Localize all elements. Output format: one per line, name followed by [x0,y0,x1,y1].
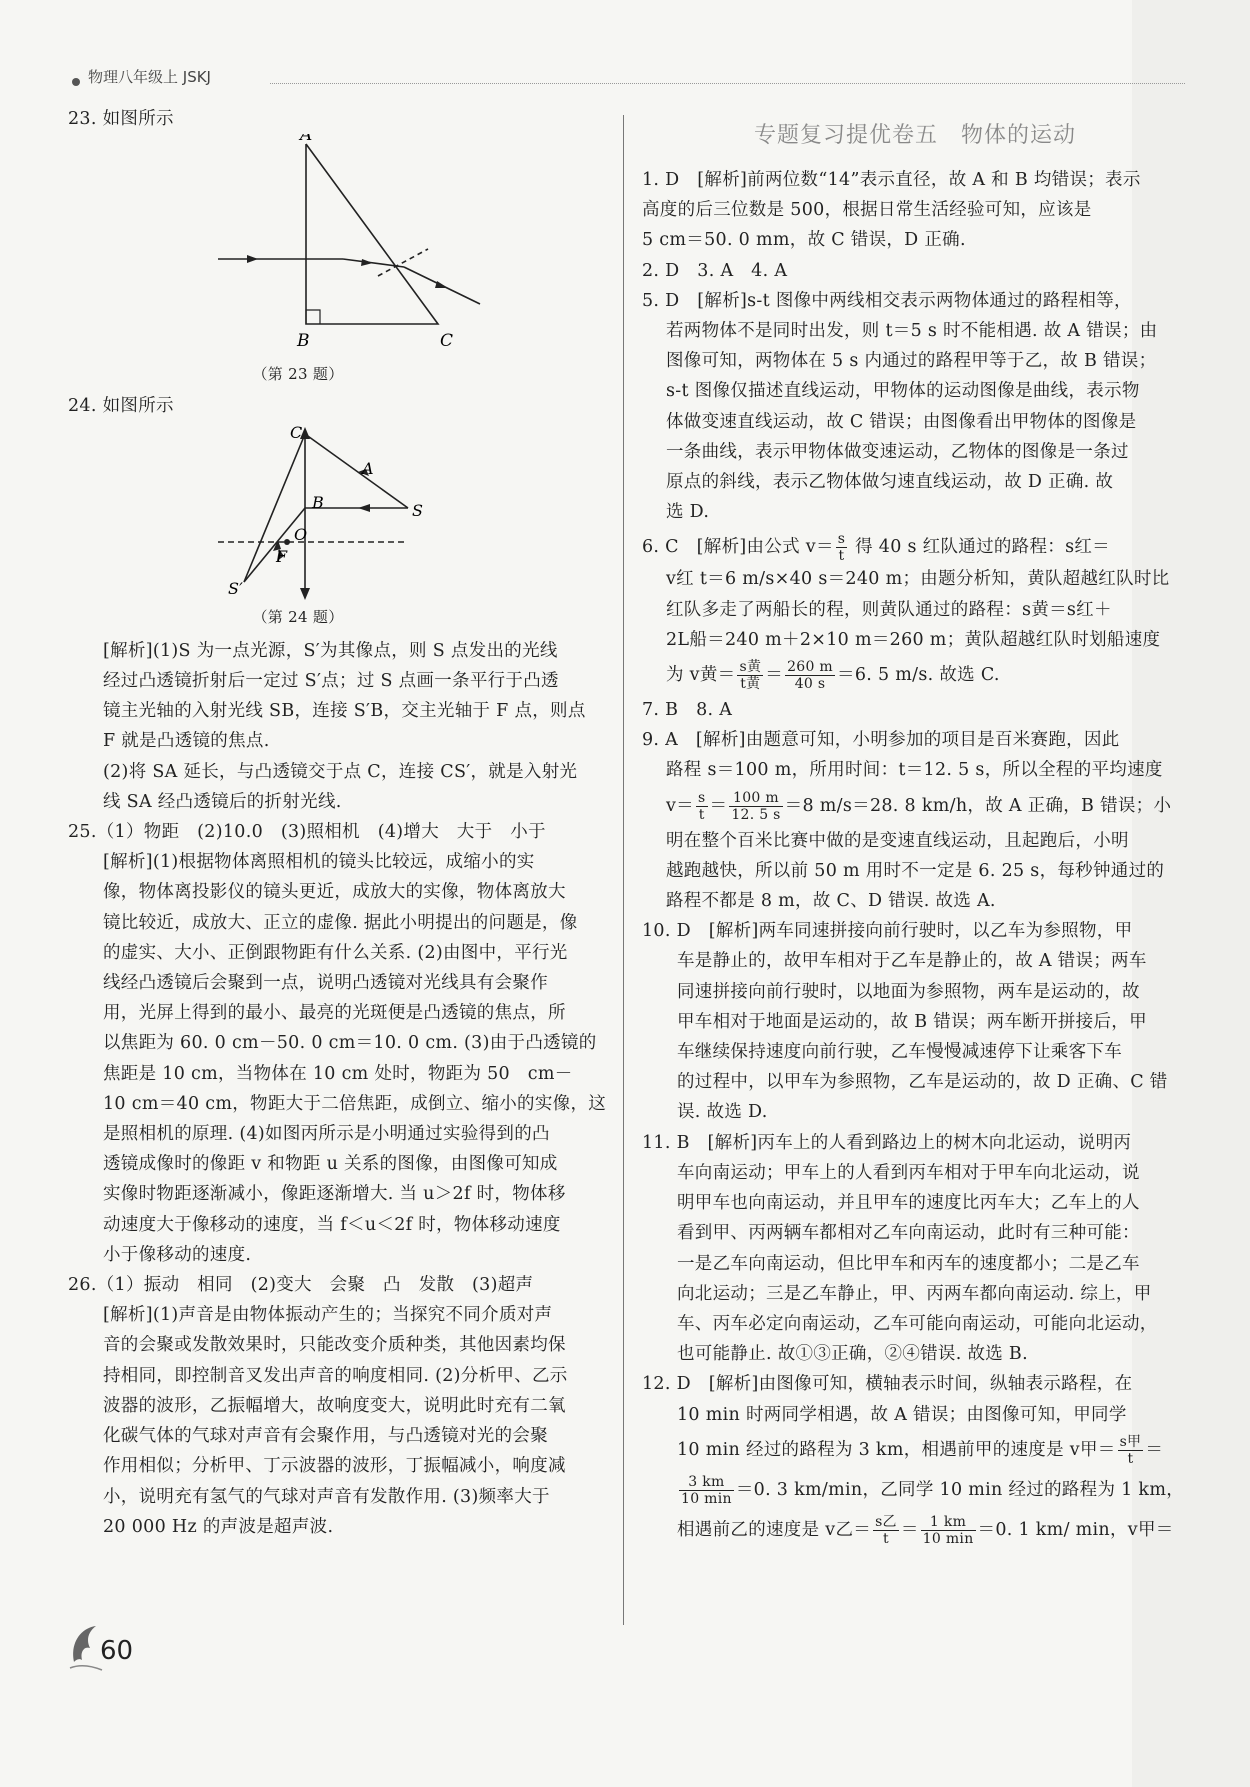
text-line: 看到甲、丙两辆车都相对乙车向南运动，此时有三种可能： [677,1223,1140,1244]
text-line: 小，说明充有氢气的气球对声音有发散作用. (3)频率大于 [103,1486,550,1507]
text-line: 路程不都是 8 m，故 C、D 错误. 故选 A. [666,891,996,912]
text-line: 高度的后三位数是 500，根据日常生活经验可知，应该是 [642,200,1092,221]
text-span: ＝ [900,1519,919,1540]
text-line: [解析](1)S 为一点光源，S′为其像点，则 S 点发出的光线 [103,640,558,661]
q1 [642,165,1187,256]
numerator: s甲 [1119,1433,1142,1450]
text-line: 以焦距为 60. 0 cm－50. 0 cm＝10. 0 cm. (3)由于凸透镜的 [103,1033,597,1054]
fig24-label-O: O [294,524,308,544]
text-line: 10 min 时两同学相遇，故 A 错误；由图像可知，甲同学 [677,1404,1127,1425]
fraction [836,531,848,564]
q25-analysis [68,847,608,1270]
text-span: 得 40 s 红队通过的路程：s红＝ [849,537,1110,558]
q23-label: 23. 如图所示 [68,109,174,129]
q10 [642,916,1187,1127]
fig24-label-F: F [276,546,288,566]
figure-23-diagram [68,134,608,359]
q24-label: 24. 如图所示 [68,396,174,417]
text-span: ＝0. 3 km/min，乙同学 10 min 经过的路程为 1 km， [735,1479,1185,1500]
text-line: 持相同，即控制音叉发出声音的响度相同. (2)分析甲、乙示 [103,1365,568,1386]
text-line: 小于像移动的速度. [103,1244,252,1265]
text-line: 甲车相对于地面是运动的，故 B 错误；两车断开拼接后，甲 [677,1011,1147,1032]
q12-line5 [677,1510,1187,1550]
text-line: 12. D [解析]由图像可知，横轴表示时间，纵轴表示路程，在 [642,1374,1133,1395]
text-line: 实像时物距逐渐减小，像距逐渐增大. 当 u＞2f 时，物体移 [103,1184,566,1205]
text-line: 明甲车也向南运动，并且甲车的速度比丙车大；乙车上的人 [677,1193,1140,1214]
text-span: 为 v黄＝ [666,665,736,686]
text-line: 的虚实、大小、正倒跟物距有什么关系. (2)由图中，平行光 [103,942,568,963]
text-line: 5 cm＝50. 0 mm，故 C 错误，D 正确. [642,230,966,251]
text-line: [解析](1)声音是由物体振动产生的；当探究不同介质对声 [103,1305,553,1326]
text-line: v红 t＝6 m/s×40 s＝240 m；由题分析知，黄队超越红队时比 [666,569,1170,590]
text-line: 车向南运动；甲车上的人看到丙车相对于甲车向北运动，说 [677,1162,1140,1183]
text-line: 若两物体不是同时出发，则 t＝5 s 时不能相遇. 故 A 错误；由 [666,321,1158,342]
numerator: 1 km [921,1514,976,1531]
text-line: 镜比较近，成放大、正立的虚像. 据此小明提出的问题是，像 [103,912,578,933]
q9 [642,725,1187,916]
numerator: s黄 [739,659,762,676]
denominator: t [882,1530,889,1547]
denominator: t黄 [740,676,761,693]
text-line: 选 D. [666,502,710,523]
fig24-label-S: S [412,500,424,520]
denominator: t [698,806,705,823]
text-line: 明在整个百米比赛中做的是变速直线运动，且起跑后，小明 [666,830,1129,851]
left-column [68,104,608,1542]
figure-23-caption: （第 23 题） [252,365,344,384]
numerator: s乙 [875,1513,897,1530]
text-line: 10. D [解析]两车同速拼接向前行驶时，以乙车为参照物，甲 [642,921,1133,942]
text-line: 经过凸透镜折射后一定过 S′点；过 S 点画一条平行于凸透 [103,671,559,692]
text-line: 作用相似；分析甲、丁示波器的波形，丁振幅减小，响度减 [103,1456,566,1477]
q7-8: 7. B 8. A [642,700,733,721]
header-rule [270,83,1185,84]
fraction [679,1474,734,1507]
figure-24-caption: （第 24 题） [252,607,344,626]
fraction [729,790,782,823]
text-span: 10 min 经过的路程为 3 km，相遇前甲的速度是 v甲＝ [677,1439,1116,1460]
fig24-label-B: B [312,492,325,512]
text-span: ＝0. 1 km/ min，v甲＝ [977,1519,1174,1540]
text-line: 9. A [解析]由题意可知，小明参加的项目是百米赛跑，因此 [642,730,1120,751]
fig24-label-S-prime: S′ [228,578,244,598]
text-line: 线 SA 经凸透镜后的折射光线. [103,791,342,812]
text-line: 化碳气体的气球对声音有会聚作用，与凸透镜对光的会聚 [103,1426,548,1447]
q26-answer: 26.（1）振动 相同 (2)变大 会聚 凸 发散 (3)超声 [68,1275,534,1296]
fraction [1118,1434,1144,1467]
q12-line4 [677,1470,1187,1510]
text-line: 一条曲线，表示甲物体做变速运动，乙物体的图像是一条过 [666,441,1129,462]
q25-answer: 25.（1）物距 (2)10.0 (3)照相机 (4)增大 大于 小于 [68,822,546,843]
text-line: 5. D [解析]s-t 图像中两线相交表示两物体通过的路程相等， [642,290,1132,311]
text-line: 图像可知，两物体在 5 s 内通过的路程甲等于乙，故 B 错误； [666,351,1157,372]
text-line: 路程 s＝100 m，所用时间：t＝12. 5 s，所以全程的平均速度 [666,760,1163,781]
text-line: 音的会聚或发散效果时，只能改变介质种类，其他因素均保 [103,1335,566,1356]
text-span: ＝8 m/s＝28. 8 km/h，故 A 正确，B 错误；小 [784,795,1172,816]
text-line: 的过程中，以甲车为参照物，乙车是运动的，故 D 正确、C 错 [677,1072,1168,1093]
text-line: 同速拼接向前行驶时，以地面为参照物，两车是运动的，故 [677,981,1140,1002]
fig24-label-A: A [362,458,374,478]
fig24-label-C: C [290,422,303,442]
numerator: 3 km [679,1474,734,1491]
figure-23 [68,134,608,359]
text-line: 1. D [解析]前两位数“14”表示直径，故 A 和 B 均错误；表示 [642,170,1141,190]
denominator: 10 min [681,1490,732,1507]
q9-line3: v＝ $\frac{s}{t}$ ＝ $\frac{100 m}{12. 5 s}$ ＝8 m/s＝28. 8 km/h，故 A 正确，B 错误；小 [666,789,1172,823]
text-span: v＝ [666,795,694,816]
text-line: 用，光屏上得到的最小、最亮的光斑便是凸透镜的焦点，所 [103,1003,566,1024]
text-line: [解析](1)根据物体离照相机的镜头比较远，成缩小的实 [103,852,535,873]
fraction [737,659,763,692]
fraction [785,659,835,692]
text-line: 越跑越快，所以前 50 m 用时不一定是 6. 25 s，每秒钟通过的 [666,860,1165,881]
running-header: 物理八年级上 JSKJ [88,68,211,86]
q11 [642,1128,1187,1370]
numerator: 100 m [729,790,782,807]
text-line: s-t 图像仅描述直线运动，甲物体的运动图像是曲线，表示物 [666,381,1140,402]
fig23-label-A: A [300,134,313,146]
section-title: 专题复习提优卷五 物体的运动 [754,123,1077,148]
text-span: ＝6. 5 m/s. 故选 C. [837,665,1000,686]
text-line: 像，物体离投影仪的镜头更近，成放大的实像，物体离放大 [103,882,566,903]
text-line: 是照相机的原理. (4)如图丙所示是小明通过实验得到的凸 [103,1124,550,1145]
text-line: 误. 故选 D. [677,1102,768,1123]
fraction [921,1514,976,1547]
text-line: 一是乙车向南运动，但比甲车和丙车的速度都小；二是乙车 [677,1253,1140,1274]
q6-line1 [642,531,1187,564]
denominator: 40 s [794,676,826,693]
text-line: 车、丙车必定向南运动，乙车可能向南运动，可能向北运动， [677,1313,1158,1334]
text-line: 车是静止的，故甲车相对于乙车是静止的，故 A 错误；两车 [677,951,1147,972]
text-span: 6. C [解析]由公式 v＝ [642,537,834,558]
text-span: ＝ [1145,1439,1164,1460]
text-line: 透镜成像时的像距 v 和物距 u 关系的图像，由图像可知成 [103,1154,558,1175]
text-line: 波器的波形，乙振幅增大，故响度变大，说明此时充有二氧 [103,1395,566,1416]
text-line: 体做变速直线运动，故 C 错误；由图像看出甲物体的图像是 [666,411,1137,432]
header-bullet [72,78,80,86]
q12-line3 [677,1430,1187,1470]
text-span: 相遇前乙的速度是 v乙＝ [677,1519,872,1540]
text-line: 向北运动；三是乙车静止，甲、丙两车都向南运动. 综上，甲 [677,1283,1152,1304]
denominator: t [838,548,845,565]
numerator: s [837,531,846,548]
page-number: 60 [100,1636,134,1666]
text-line: 20 000 Hz 的声波是超声波. [103,1516,334,1537]
text-line: 原点的斜线，表示乙物体做匀速直线运动，故 D 正确. 故 [666,472,1114,493]
text-line: 11. B [解析]丙车上的人看到路边上的树木向北运动，说明丙 [642,1132,1132,1153]
text-line: 镜主光轴的入射光线 SB，连接 S′B，交主光轴于 F 点，则点 [103,701,586,722]
text-line: 红队多走了两船长的程，则黄队通过的路程：s黄＝s红＋ [666,599,1112,620]
q2-4: 2. D 3. A 4. A [642,260,788,281]
text-line: 车继续保持速度向前行驶，乙车慢慢减速停下让乘客下车 [677,1042,1122,1063]
column-divider [623,115,624,1625]
figure-24-diagram [68,422,608,602]
text-line: 焦距是 10 cm，当物体在 10 cm 处时，物距为 50 cm－ [103,1063,573,1084]
numerator: s [698,789,706,806]
denominator: 12. 5 s [731,806,781,823]
fraction [873,1514,899,1547]
text-line: 线经凸透镜后会聚到一点，说明凸透镜对光线具有会聚作 [103,973,548,994]
figure-24 [68,422,608,602]
text-line: F 就是凸透镜的焦点. [103,731,270,752]
denominator: 10 min [922,1530,974,1547]
text-line: (2)将 SA 延长，与凸透镜交于点 C，连接 CS′，就是入射光 [103,761,578,782]
text-line: 10 cm＝40 cm，物距大于二倍焦距，成倒立、缩小的实像，这 [103,1093,607,1114]
fig23-label-C: C [440,331,454,352]
q6 [642,531,1187,695]
q12 [642,1369,1187,1549]
fraction [696,790,708,823]
text-line: 也可能静止. 故①③正确，②④错误. 故选 B. [677,1344,1028,1365]
fig23-label-B: B [297,331,310,352]
text-line: 动速度大于像移动的速度，当 f＜u＜2f 时，物体移动速度 [103,1214,561,1235]
denominator: t [1127,1450,1134,1467]
q24-analysis [68,636,608,817]
text-line: 2L船＝240 m＋2×10 m＝260 m；黄队超越红队时划船速度 [666,629,1161,650]
numerator: 260 m [787,659,834,676]
q6-line5: 为 v黄＝ $\frac{\text{s黄}}{\text{t黄}}$ ＝ $\frac{260 m}{40 s}$ ＝6. 5 m/s. 故选 C. [666,659,1000,693]
q26-analysis [68,1300,608,1542]
right-column [642,165,1187,1550]
q5 [642,286,1187,528]
